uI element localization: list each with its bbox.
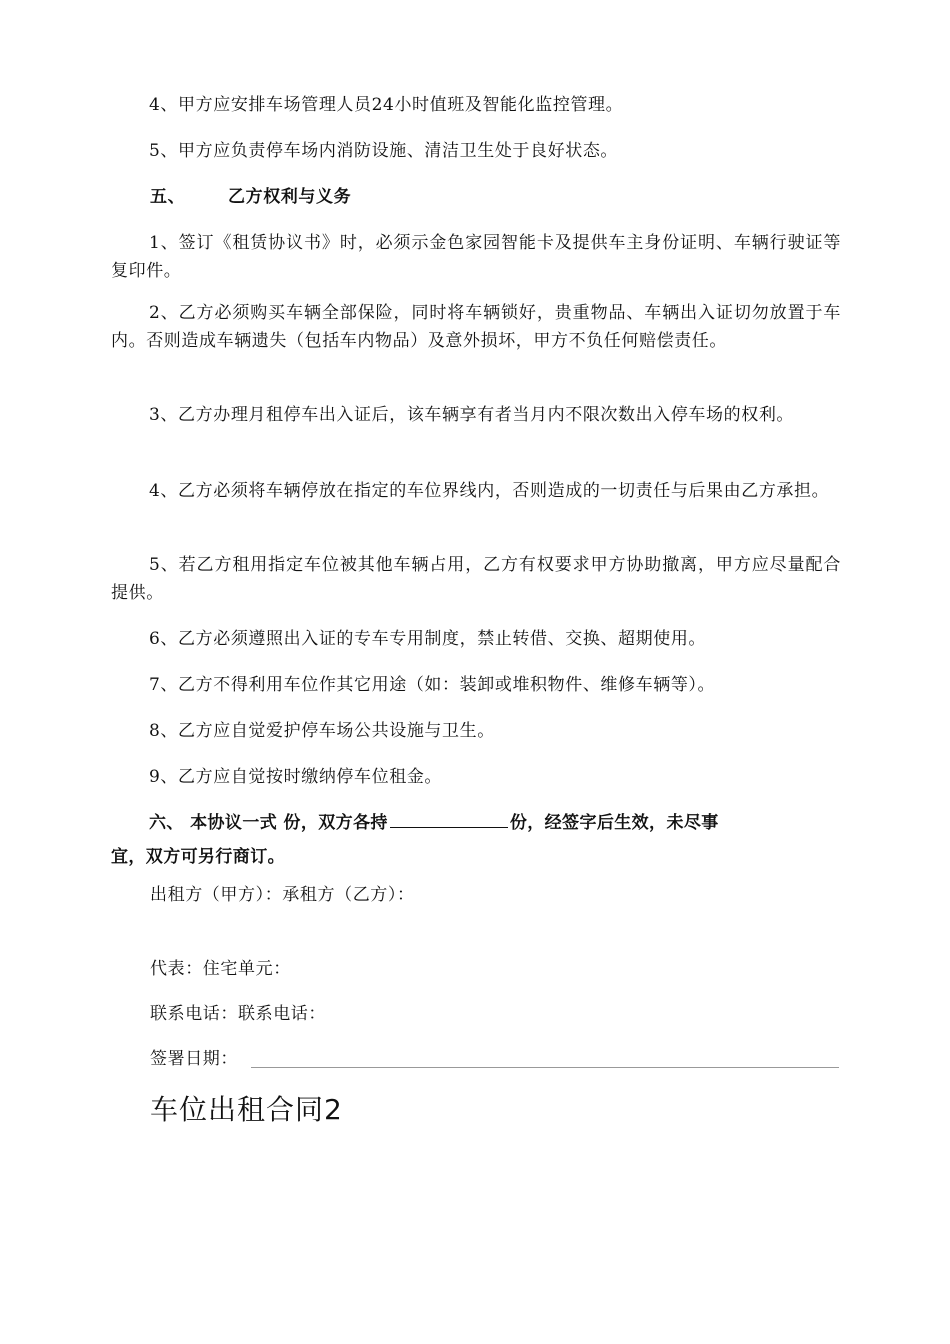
clause-5-5: 5、若乙方租用指定车位被其他车辆占用，乙方有权要求甲方协助撤离，甲方应尽量配合提供。 xyxy=(111,555,841,603)
section-5-title: 乙方权利与义务 xyxy=(228,187,352,207)
section-6-text-2: 份，经签字后生效，未尽事 xyxy=(509,813,719,833)
parties-line: 出租方（甲方）：承租方（乙方）： xyxy=(150,885,415,905)
section-6-paragraph xyxy=(111,809,811,871)
date-signature-line xyxy=(251,1067,839,1068)
clause-5-3: 3、乙方办理月租停车出入证后，该车辆享有者当月内不限次数出入停车场的权利。 xyxy=(149,405,795,425)
clause-5-8: 8、乙方应自觉爱护停车场公共设施与卫生。 xyxy=(149,721,495,741)
clause-5-1: 1、签订《租赁协议书》时，必须示金色家园智能卡及提供车主身份证明、车辆行驶证等复印件。 xyxy=(111,233,841,281)
clause-5-2: 2、乙方必须购买车辆全部保险，同时将车辆锁好，贵重物品、车辆出入证切勿放置于车内。否则造成车辆遗失（包括车内物品）及意外损坏，甲方不负任何赔偿责任。 xyxy=(111,303,841,351)
section-6-text-3: 宜，双方可另行商订。 xyxy=(111,847,285,867)
clause-5-4: 4、乙方必须将车辆停放在指定的车位界线内，否则造成的一切责任与后果由乙方承担。 xyxy=(149,481,830,501)
phone-line: 联系电话：联系电话： xyxy=(150,1004,326,1024)
copies-blank xyxy=(390,809,508,828)
clause-4-1-5: 5、甲方应负责停车场内消防设施、清洁卫生处于良好状态。 xyxy=(149,141,619,161)
next-contract-title: 车位出租合同2 xyxy=(150,1093,343,1126)
section-5-number: 五、 xyxy=(150,187,186,207)
section-5-heading xyxy=(150,183,351,211)
section-6-text-1: 六、 本协议一式 份，双方各持 xyxy=(149,813,388,833)
clause-4-1-4: 4、甲方应安排车场管理人员24小时值班及智能化监控管理。 xyxy=(149,95,624,115)
representative-line: 代表：住宅单元： xyxy=(150,959,291,979)
clause-5-6: 6、乙方必须遵照出入证的专车专用制度，禁止转借、交换、超期使用。 xyxy=(149,629,707,649)
date-label: 签署日期： xyxy=(150,1049,238,1069)
clause-5-9: 9、乙方应自觉按时缴纳停车位租金。 xyxy=(149,767,443,787)
clause-5-7: 7、乙方不得利用车位作其它用途（如：装卸或堆积物件、维修车辆等）。 xyxy=(149,675,716,695)
